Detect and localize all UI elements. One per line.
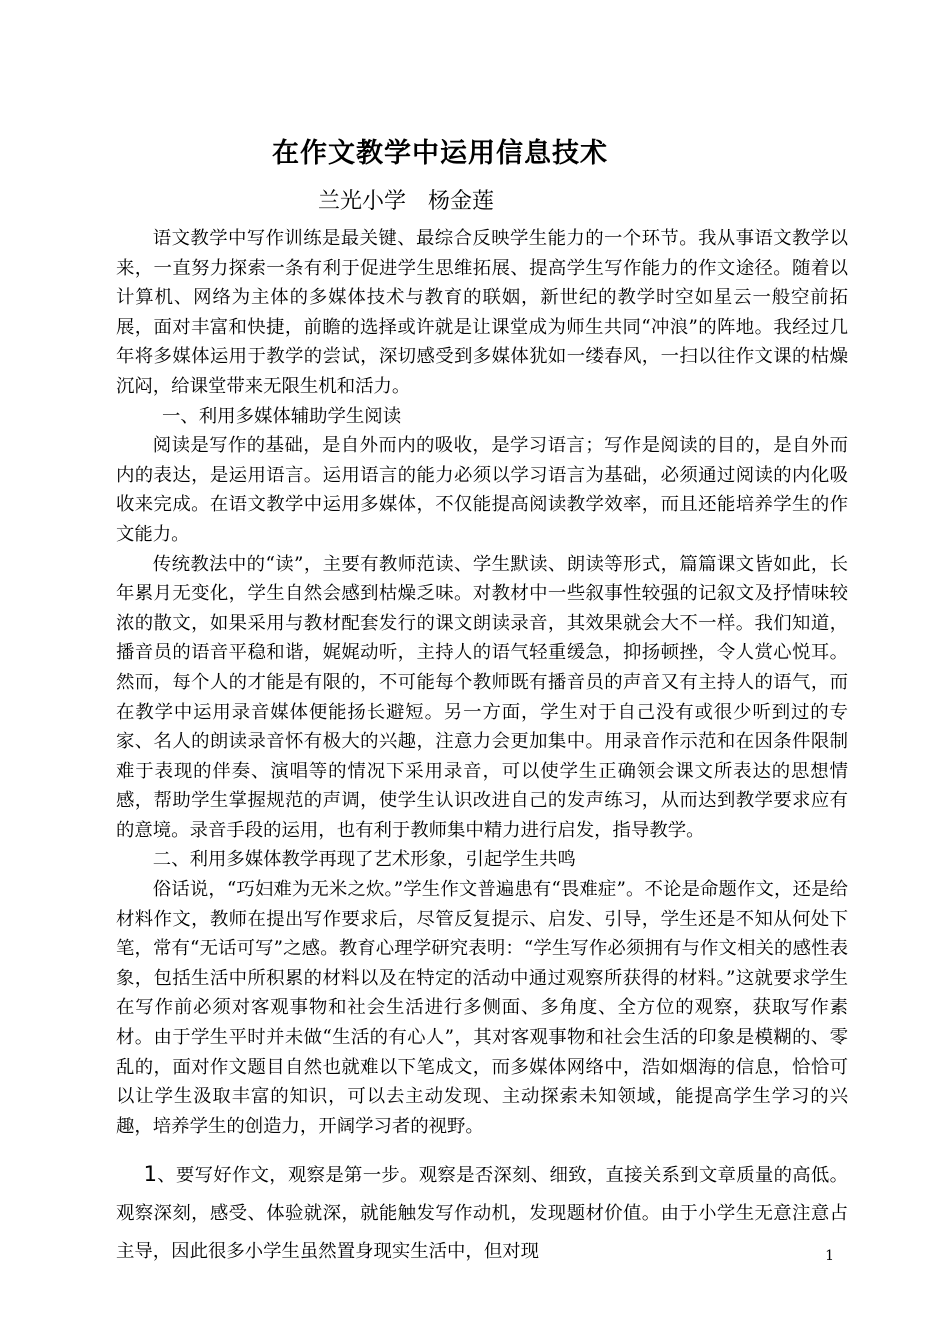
document-title: 在作文教学中运用信息技术 — [272, 138, 608, 169]
item-number: 1 — [143, 1162, 157, 1187]
numbered-paragraph-text: 、要写好作文，观察是第一步。观察是否深刻、细致，直接关系到文章质量的高低。观察深刻，感受、体验就深，就能触发写作动机，发现题材价值。由于小学生无意注意占主导，因此很多小学生虽然置身现实生活中，但对现 — [116, 1165, 848, 1263]
author-line: 兰光小学 杨金莲 — [318, 189, 495, 214]
numbered-paragraph-1 — [116, 1155, 848, 1271]
paragraph-reading: 阅读是写作的基础，是自外而内的吸收，是学习语言；写作是阅读的目的，是自外而内的表达，是运用语言。运用语言的能力必须以学习语言为基础，必须通过阅读的内化吸收来完成。在语文教学中运用多媒体，不仅能提高阅读教学效率，而且还能培养学生的作文能力。 — [116, 435, 848, 545]
section-heading-1: 一、利用多媒体辅助学生阅读 — [162, 405, 402, 427]
paragraph-traditional-method: 传统教法中的“读”，主要有教师范读、学生默读、朗读等形式，篇篇课文皆如此，长年累月无变化，学生自然会感到枯燥乏味。对教材中一些叙事性较强的记叙文及抒情味较浓的散文，如果采用与教材配套发行的课文朗读录音，其效果就会大不一样。我们知道，播音员的语音平稳和谐，娓娓动听，主持人的语气轻重缓急，抑扬顿挫，令人赏心悦耳。然而，每个人的才能是有限的，不可能每个教师既有播音员的声音又有主持人的语气，而在教学中运用录音媒体便能扬长避短。另一方面，学生对于自己没有或很少听到过的专家、名人的朗读录音怀有极大的兴趣，注意力会更加集中。用录音作示范和在因条件限制难于表现的伴奏、演唱等的情况下采用录音，可以使学生正确领会课文所表达的思想情感，帮助学生掌握规范的声调，使学生认识改进自己的发声练习，从而达到教学要求应有的意境。录音手段的运用，也有利于教师集中精力进行启发，指导教学。 — [116, 553, 848, 841]
page-number: 1 — [825, 1248, 834, 1264]
document-body — [116, 224, 848, 1271]
section-heading-2: 二、利用多媒体教学再现了艺术形象，引起学生共鸣 — [152, 849, 576, 871]
paragraph-proverb: 俗话说，“巧妇难为无米之炊。”学生作文普遍患有“畏难症”。不论是命题作文，还是给材料作文，教师在提出写作要求后，尽管反复提示、启发、引导，学生还是不知从何处下笔，常有“无话可写”之感。教育心理学研究表明：“学生写作必须拥有与作文相关的感性表象，包括生活中所积累的材料以及在特定的活动中通过观察所获得的材料。”这就要求学生在写作前必须对客观事物和社会生活进行多侧面、多角度、全方位的观察，获取写作素材。由于学生平时并未做“生活的有心人”，其对客观事物和社会生活的印象是模糊的、零乱的，面对作文题目自然也就难以下笔成文，而多媒体网络中，浩如烟海的信息，恰恰可以让学生汲取丰富的知识，可以去主动发现、主动探索未知领域，能提高学生学习的兴趣，培养学生的创造力，开阔学习者的视野。 — [116, 879, 848, 1137]
paragraph-intro: 语文教学中写作训练是最关键、最综合反映学生能力的一个环节。我从事语文教学以来，一直努力探索一条有利于促进学生思维拓展、提高学生写作能力的作文途径。随着以计算机、网络为主体的多媒体技术与教育的联姻，新世纪的教学时空如星云一般空前拓展，面对丰富和快捷，前瞻的选择或许就是让课堂成为师生共同“冲浪”的阵地。我经过几年将多媒体运用于教学的尝试，深切感受到多媒体犹如一缕春风，一扫以往作文课的枯燥沉闷，给课堂带来无限生机和活力。 — [116, 228, 848, 397]
